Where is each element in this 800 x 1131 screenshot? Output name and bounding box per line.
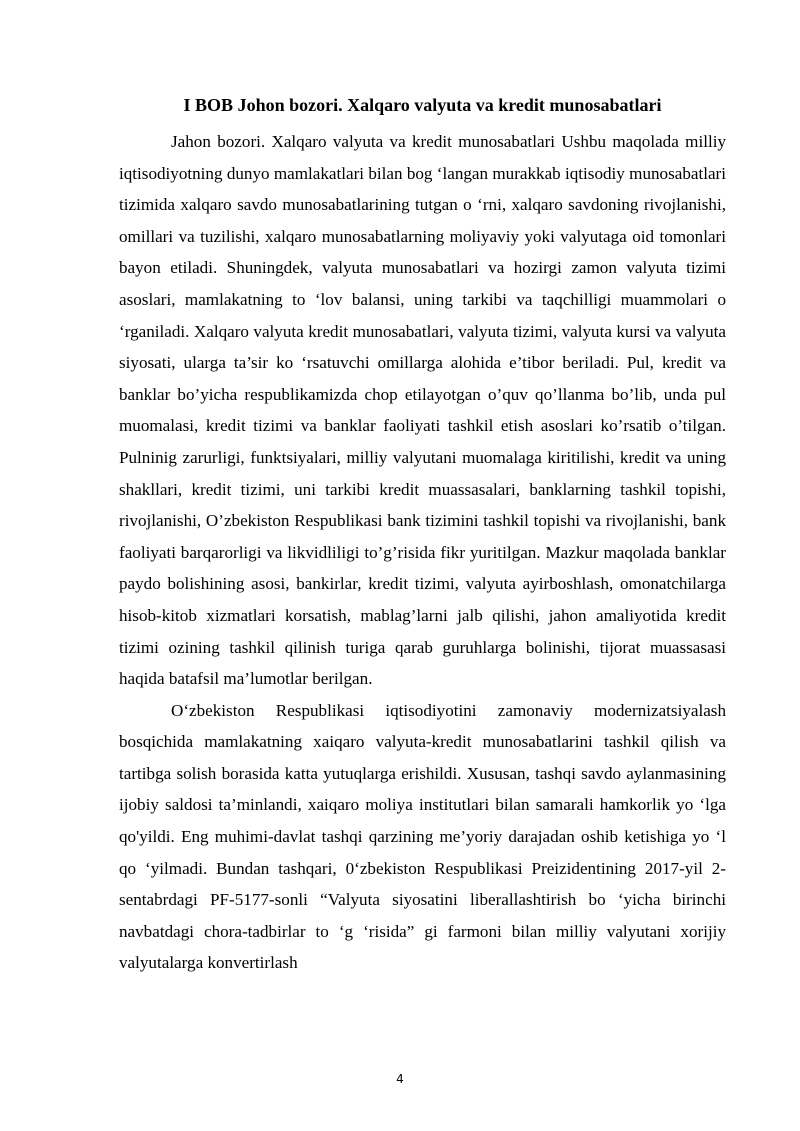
body-paragraph-2: O‘zbekiston Respublikasi iqtisodiyotini zamonaviy modernizatsiyalash bosqichida mamlakatning xaiqaro valyuta-kredit munosabatlarini tashkil qilish va tartibga solish borasida katta yutuqlarga erishildi. Xususan, tashqi savdo aylanmasining ijobiy saldosi ta’minlandi, xaiqaro moliya institutlari bilan samarali hamkorlik yo ‘lga qo'yildi. Eng muhimi-davlat tashqi qarzining me’yoriy darajadan oshib ketishiga yo ‘l qo ‘yilmadi. Bundan tashqari, 0‘zbekiston Respublikasi Preizidentining 2017-yil 2-sentabrdagi PF-5177-sonli “Valyuta siyosatini liberallashtirish bo ‘yicha birinchi navbatdagi chora-tadbirlar to ‘g ‘risida” gi farmoni bilan milliy valyutani xorijiy valyutalarga konvertirlash — [119, 700, 726, 973]
body-paragraph-1: Jahon bozori. Xalqaro valyuta va kredit munosabatlari Ushbu maqolada milliy iqtisodiyotning dunyo mamlakatlari bilan bog ‘langan murakkab iqtisodiy munosabatlari tizimida xalqaro savdo munosabatlarining tutgan o ‘rni, xalqaro savdoning rivojlanishi, omillari va tuzilishi, xalqaro munosabatlarning moliyaviy yoki valyutaga oid tomonlari bayon etiladi. Shuningdek, valyuta munosabatlari va hozirgi zamon valyuta tizimi asoslari, mamlakatning to ‘lov balansi, uning tarkibi va taqchilligi muammolari o ‘rganiladi. Xalqaro valyuta kredit munosabatlari, valyuta tizimi, valyuta kursi va valyuta siyosati, ularga ta’sir ko ‘rsatuvchi omillarga alohida e’tibor beriladi. Pul, kredit va banklar bo’yicha respublikamizda chop etilayotgan o’quv qo’llanma bo’lib, unda pul muomalasi, kredit tizimi va banklar faoliyati tashkil etish asoslari ko’rsatib o’tilgan. Pulninig zarurligi, funktsiyalari, milliy valyutani muomalaga kiritilishi, kredit va uning shakllari, kredit tizimi, uni tarkibi kredit muassasalari, banklarning tashkil topishi, rivojlanishi, O’zbekiston Respublikasi bank tizimini tashkil topishi va rivojlanishi, bank faoliyati barqarorligi va likvidliligi to’g’risida fikr yuritilgan. Mazkur maqolada banklar paydo bolishining asosi, bankirlar, kredit tizimi, valyuta ayirboshlash, omonatchilarga hisob-kitob xizmatlari korsatish, mablag’larni jalb qilishi, jahon amaliyotida kredit tizimi ozining tashkil qilinish turiga qarab guruhlarga bolinishi, tijorat muassasasi haqida batafsil ma’lumotlar berilgan. — [119, 132, 726, 689]
page-number: 4 — [396, 1072, 404, 1086]
document-page — [119, 93, 726, 979]
chapter-heading: I BOB Johon bozori. Xalqaro valyuta va kredit munosabatlari — [183, 95, 662, 115]
